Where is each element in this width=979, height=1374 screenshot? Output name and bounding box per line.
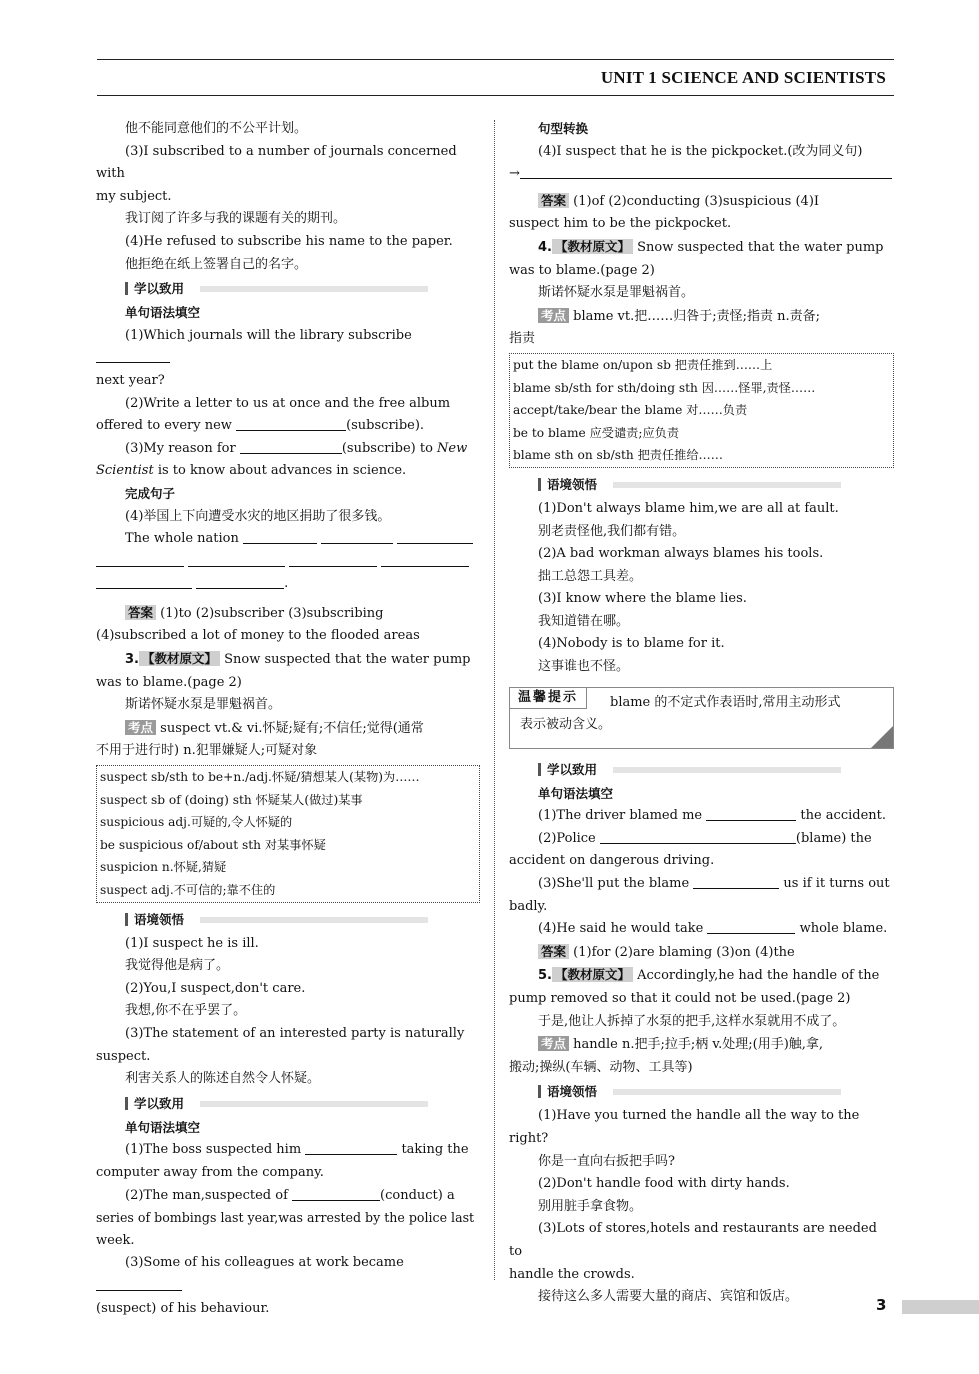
phrase-box <box>509 353 894 468</box>
answer-blank[interactable] <box>96 1276 182 1291</box>
text-line: (3)The statement of an interested party is naturally <box>125 1025 465 1041</box>
text-line: 他拒绝在纸上签署自己的名字。 <box>125 256 308 272</box>
textbook-tag: 【教材原文】 <box>552 967 633 982</box>
answer-blank[interactable] <box>381 552 469 567</box>
text-line: 我觉得他是病了。 <box>125 958 230 974</box>
phrase-item: suspect adj.不可信的;靠不住的 <box>100 883 276 897</box>
text-line: 搬动;操纵(车辆、动物、工具等) <box>509 1059 693 1075</box>
question: (3)She'll put the blame us if it turns out <box>538 876 890 892</box>
text-line: (4)Nobody is to blame for it. <box>538 636 725 652</box>
question: (1)Which journals will the library subscribe <box>96 325 480 370</box>
answer-blank[interactable] <box>292 1186 380 1201</box>
phrase-box <box>96 765 480 903</box>
question: (4)He said he would take whole blame. <box>538 921 888 937</box>
question: (4)I suspect that he is the pickpocket.(改为同义句) <box>538 143 863 159</box>
question: (2)Police (blame) the <box>538 830 872 846</box>
section-heading: 学以致用 <box>96 1091 480 1117</box>
answer-tag: 答案 <box>538 193 569 208</box>
kaodian-line: 考点 suspect vt.& vi.怀疑;疑有;不信任;觉得(通常 <box>96 717 480 741</box>
section-heading: 学以致用 <box>509 757 894 783</box>
answer-blank[interactable] <box>600 829 796 844</box>
tip-text: 表示被动含义。 <box>520 717 612 733</box>
item-4: 4. 【教材原文】 Snow suspected that the water pump <box>538 238 884 255</box>
text-line: (2)You,I suspect,don't care. <box>125 980 306 996</box>
text-line: 我知道错在哪。 <box>538 613 630 629</box>
text-line: 这事谁也不怪。 <box>538 659 630 675</box>
question: (2)The man,suspected of (conduct) a <box>125 1187 455 1203</box>
text-line: (3)I know where the blame lies. <box>538 591 747 607</box>
kaodian-line: 考点 handle n.把手;拉手;柄 v.处理;(用手)触,拿, <box>509 1033 894 1057</box>
subheading: 完成句子 <box>125 485 176 501</box>
answer-blank[interactable] <box>96 574 192 589</box>
section-heading: 学以致用 <box>96 276 480 302</box>
answer-blank[interactable] <box>706 806 796 821</box>
question: offered to every new (subscribe). <box>96 418 425 434</box>
text-line: accident on dangerous driving. <box>509 853 715 869</box>
text-line: (suspect) of his behaviour. <box>96 1300 270 1316</box>
text-line: computer away from the company. <box>96 1164 324 1180</box>
answer-line: 答案 (1)to (2)subscriber (3)subscribing <box>96 602 480 626</box>
unit-title: UNIT 1 SCIENCE AND SCIENTISTS <box>600 68 886 87</box>
text-line: my subject. <box>96 188 172 204</box>
question: (1)The boss suspected him taking the <box>125 1142 469 1158</box>
answer-blank[interactable] <box>397 529 473 544</box>
answer-blank[interactable] <box>96 348 170 363</box>
right-column <box>509 118 894 1309</box>
question: . <box>96 573 480 596</box>
answer-line: suspect him to be the pickpocket. <box>509 216 732 232</box>
text-line: series of bombings last year,was arrested by the police last <box>96 1210 475 1226</box>
text-line: suspect. <box>96 1048 151 1064</box>
page-number: 3 <box>876 1296 887 1314</box>
text-line: 他不能同意他们的不公平计划。 <box>125 121 308 136</box>
question: The whole nation <box>96 528 480 551</box>
answer-blank[interactable] <box>240 439 342 454</box>
section-bar <box>125 913 128 926</box>
text-line: pump removed so that it could not be used.(page 2) <box>509 991 851 1006</box>
answer-blank[interactable] <box>321 529 393 544</box>
section-bar <box>125 282 128 295</box>
answer-line: 答案 (1)for (2)are blaming (3)on (4)the <box>509 941 894 965</box>
section-heading: 语境领悟 <box>509 472 894 498</box>
textbook-tag: 【教材原文】 <box>552 239 633 254</box>
question: (3)Some of his colleagues at work became <box>96 1252 480 1297</box>
phrase-item: suspect sb/sth to be+n./adj.怀疑/猜想某人(某物)为…… <box>100 770 420 785</box>
section-heading: 语境领悟 <box>96 907 480 933</box>
answer-line: 答案 (1)of (2)conducting (3)suspicious (4)I <box>509 190 894 214</box>
section-bar <box>125 1097 128 1110</box>
text-line: (3)Lots of stores,hotels and restaurants are needed to <box>509 1221 877 1259</box>
answer-blank[interactable] <box>289 552 377 567</box>
answer-blank[interactable] <box>96 552 184 567</box>
phrase-item: be to blame 应受谴责;应负责 <box>513 425 680 440</box>
kaodian-tag: 考点 <box>538 308 569 323</box>
phrase-item: suspicion n.怀疑,猜疑 <box>100 860 227 875</box>
text-line: 指责 <box>509 331 536 347</box>
phrase-item: suspect sb of (doing) sth 怀疑某人(做过)某事 <box>100 792 363 807</box>
question: (2)Write a letter to us at once and the free album <box>125 395 451 411</box>
answer-blank[interactable] <box>243 529 317 544</box>
answer-blank[interactable] <box>236 416 346 431</box>
subheading: 单句语法填空 <box>125 305 201 321</box>
answer-blank[interactable] <box>707 919 795 934</box>
top-rule <box>97 59 894 60</box>
section-bar <box>538 478 541 491</box>
text-line: was to blame.(page 2) <box>509 262 655 278</box>
question <box>96 551 480 574</box>
phrase-item: be suspicious of/about sth 对某事怀疑 <box>100 837 326 852</box>
phrase-item: blame sb/sth for sth/doing sth 因……怪罪,责怪…… <box>513 380 816 395</box>
text-line: 于是,他让人拆掉了水泵的把手,这样水泵就用不成了。 <box>538 1013 846 1029</box>
answer-blank[interactable] <box>188 552 285 567</box>
header-rule <box>97 95 894 96</box>
corner-fold-icon <box>871 726 893 748</box>
answer-line: (4)subscribed a lot of money to the flooded areas <box>96 628 420 644</box>
question: → <box>509 163 894 186</box>
answer-blank[interactable] <box>196 574 284 589</box>
text-line: 我订阅了许多与我的课题有关的期刊。 <box>125 211 347 227</box>
text-line: week. <box>96 1232 135 1248</box>
section-bar <box>538 1085 541 1098</box>
tip-text: blame 的不定式作表语时,常用主动形式 <box>610 694 841 710</box>
item-3: 3. 【教材原文】 Snow suspected that the water pump <box>125 651 471 668</box>
text-line: (1)Don't always blame him,we are all at fault. <box>538 500 839 516</box>
text-line: 斯诺怀疑水泵是罪魁祸首。 <box>538 285 695 301</box>
text-line: 斯诺怀疑水泵是罪魁祸首。 <box>125 697 282 713</box>
kaodian-tag: 考点 <box>125 720 156 735</box>
phrase-item: put the blame on/upon sb 把责任推到……上 <box>513 357 773 372</box>
text-line: (1)I suspect he is ill. <box>125 935 259 951</box>
question: (4)举国上下向遭受水灾的地区捐助了很多钱。 <box>125 508 391 524</box>
text-line: (2)Don't handle food with dirty hands. <box>538 1176 790 1192</box>
text-line: (1)Have you turned the handle all the way to the right? <box>509 1108 860 1146</box>
phrase-item: accept/take/bear the blame 对……负责 <box>513 403 748 418</box>
textbook-tag: 【教材原文】 <box>139 651 220 666</box>
text-line: (2)A bad workman always blames his tools. <box>538 546 824 562</box>
kaodian-line: 考点 blame vt.把……归咎于;责怪;指责 n.责备; <box>509 305 894 329</box>
text-line: 别老责怪他,我们都有错。 <box>538 523 686 539</box>
text-line: (4)He refused to subscribe his name to the paper. <box>125 233 453 249</box>
phrase-item: suspicious adj.可疑的,令人怀疑的 <box>100 815 293 830</box>
tip-box <box>509 687 894 749</box>
subheading: 单句语法填空 <box>125 1119 201 1135</box>
answer-blank[interactable] <box>693 874 779 889</box>
text-line: 接待这么多人需要大量的商店、宾馆和饭店。 <box>538 1289 799 1305</box>
phrase-item: blame sth on sb/sth 把责任推给…… <box>513 448 723 463</box>
text-line: 利害关系人的陈述自然令人怀疑。 <box>125 1071 321 1087</box>
subheading: 单句语法填空 <box>538 785 614 801</box>
section-bar <box>538 763 541 776</box>
tip-label: 温馨提示 <box>509 687 587 709</box>
subheading: 句型转换 <box>538 121 589 136</box>
text-line: 你是一直向右扳把手吗? <box>538 1153 675 1169</box>
text-line: handle the crowds. <box>509 1266 635 1282</box>
page-number-bar <box>902 1300 979 1314</box>
answer-blank[interactable] <box>305 1140 397 1155</box>
text-line: badly. <box>509 898 548 914</box>
section-heading: 语境领悟 <box>509 1079 894 1105</box>
answer-blank[interactable] <box>520 164 892 179</box>
text-line: 拙工总怨工具差。 <box>538 568 643 584</box>
item-5: 5. 【教材原文】 Accordingly,he had the handle of the <box>538 967 880 984</box>
kaodian-tag: 考点 <box>538 1036 569 1051</box>
text-line: next year? <box>96 372 165 388</box>
question: (3)My reason for (subscribe) to New Scientist is to know about advances in science. <box>96 440 468 479</box>
answer-tag: 答案 <box>538 944 569 959</box>
answer-tag: 答案 <box>125 605 156 620</box>
column-divider <box>494 120 495 1280</box>
text-line: 别用脏手拿食物。 <box>538 1198 643 1214</box>
question: (1)The driver blamed me the accident. <box>538 808 887 824</box>
text-line: 不用于进行时) n.犯罪嫌疑人;可疑对象 <box>96 743 318 759</box>
text-line: 我想,你不在乎罢了。 <box>125 1003 247 1019</box>
text-line: (3)I subscribed to a number of journals concerned with <box>96 143 457 182</box>
left-column <box>96 118 480 1320</box>
text-line: was to blame.(page 2) <box>96 674 242 690</box>
